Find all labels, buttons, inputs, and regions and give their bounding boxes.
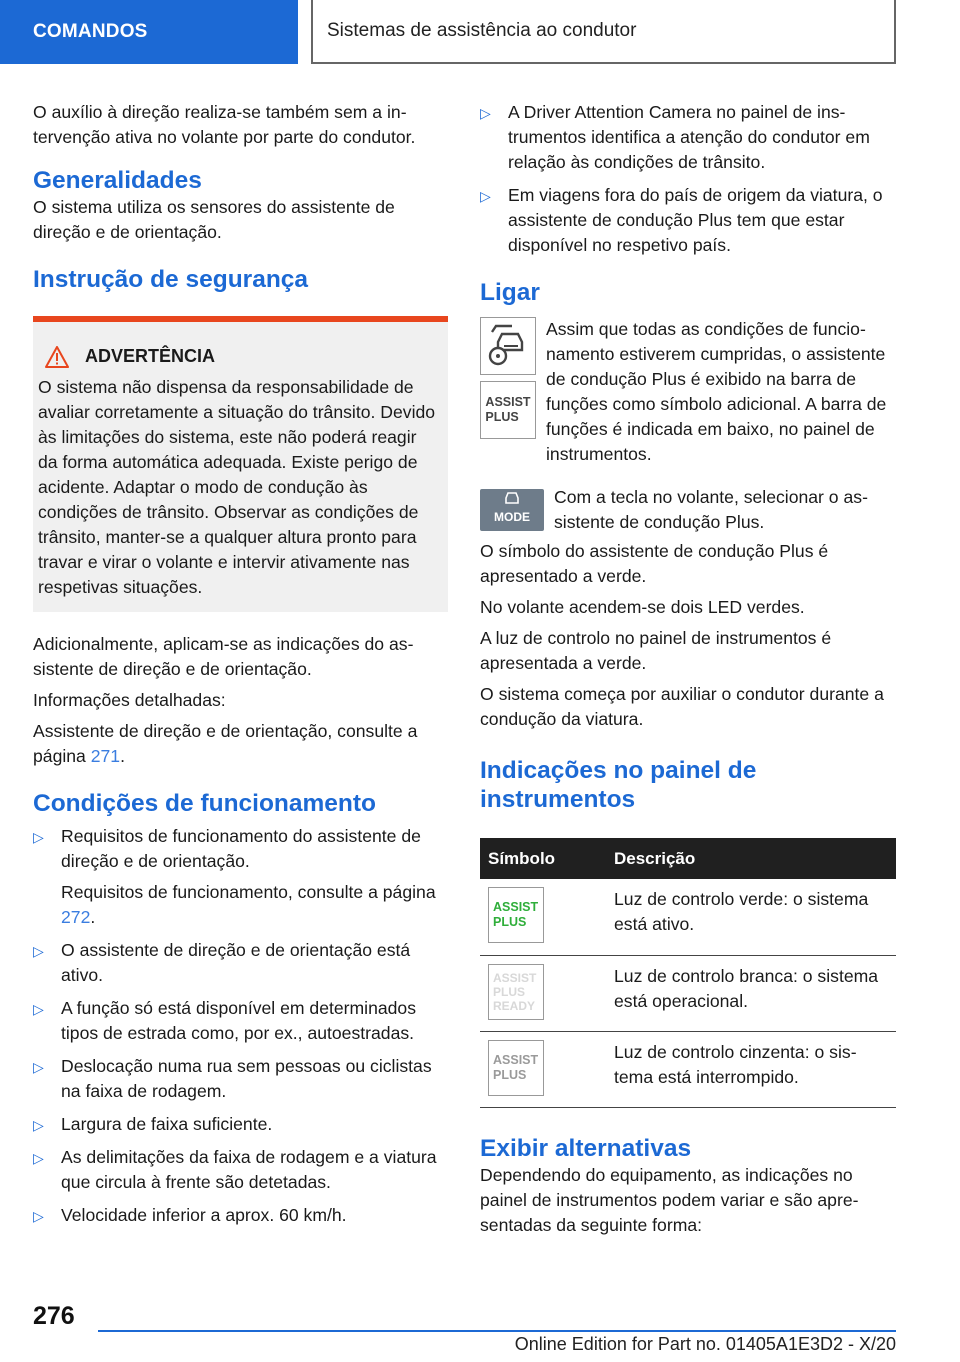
table-cell-description: Luz de controlo verde: o sistema está ativo. bbox=[606, 879, 896, 955]
warning-triangle-icon bbox=[45, 346, 69, 368]
assist-plus-icon bbox=[480, 381, 536, 439]
indicacoes-heading: Indicações no painel de instrumentos bbox=[480, 757, 757, 813]
footer-divider bbox=[98, 1330, 896, 1332]
triangle-bullet-icon: ▷ bbox=[33, 943, 44, 959]
right-column bbox=[480, 100, 896, 1244]
page-number: 276 bbox=[33, 1302, 75, 1330]
assist-label: ASSIST bbox=[485, 395, 531, 409]
intro-paragraph: O auxílio à direção realiza-se também sem a intervenção ativa no volante por parte do condutor. bbox=[33, 102, 416, 147]
mode-button-icon bbox=[480, 489, 544, 531]
assist-plus-grey-icon: ASSIST PLUS bbox=[488, 1040, 544, 1096]
mode-paragraph: Com a tecla no volante, selecionar o assistente de condução Plus. bbox=[554, 487, 868, 532]
paragraph-4: O sistema começa por auxiliar o condutor durante a condução da viatura. bbox=[480, 684, 884, 729]
mode-section bbox=[480, 485, 896, 535]
plus-label: PLUS bbox=[485, 410, 519, 424]
list-item-text: A Driver Attention Camera no painel de instrumentos identifica a atenção do condutor em relação às condições de trânsito. bbox=[508, 102, 870, 172]
details-paragraph: Assistente de direção e de orientação, consulte a página 271. bbox=[33, 721, 418, 766]
symbols-table bbox=[480, 838, 896, 1108]
list-item-text: A função só está disponível em determinados tipos de estrada como, por ex., autoestradas. bbox=[61, 998, 417, 1043]
page-link-271[interactable]: 271 bbox=[90, 746, 121, 766]
triangle-bullet-icon: ▷ bbox=[480, 105, 491, 121]
ligar-heading: Ligar bbox=[480, 279, 540, 306]
list-item-text: As delimitações da faixa de rodagem e a viatura que circula à frente são detetadas. bbox=[61, 1147, 437, 1192]
chapter-title: Sistemas de assistência ao condutor bbox=[311, 0, 896, 64]
triangle-bullet-icon: ▷ bbox=[33, 1208, 44, 1224]
warning-box bbox=[33, 316, 448, 612]
list-item bbox=[33, 1145, 448, 1195]
list-item-text: Largura de faixa suficiente. bbox=[61, 1114, 273, 1134]
list-item-text: O assistente de direção e de orientação está ativo. bbox=[61, 940, 411, 985]
section-tab: COMANDOS bbox=[0, 0, 298, 64]
triangle-bullet-icon: ▷ bbox=[480, 188, 491, 204]
list-item-text: Em viagens fora do país de origem da viatura, o assistente de condução Plus tem que estar disponível no respetivo país. bbox=[508, 185, 883, 255]
additional-paragraph: Adicionalmente, aplicam-se as indicações do assistente de direção e de orientação. bbox=[33, 634, 414, 679]
left-column bbox=[33, 100, 448, 1236]
steering-assist-icon bbox=[480, 317, 536, 375]
exibir-heading: Exibir alternativas bbox=[480, 1134, 692, 1162]
ligar-section bbox=[480, 317, 896, 467]
conditions-list bbox=[33, 824, 448, 1228]
triangle-bullet-icon: ▷ bbox=[33, 1059, 44, 1075]
warning-title: ADVERTÊNCIA bbox=[85, 346, 216, 366]
table-cell-description: Luz de controlo cinzenta: o sistema está interrompido. bbox=[606, 1031, 896, 1107]
list-item bbox=[480, 183, 896, 258]
list-item bbox=[33, 996, 448, 1046]
table-row bbox=[480, 879, 896, 955]
paragraph-2: No volante acendem-se dois LED verdes. bbox=[480, 597, 805, 617]
triangle-bullet-icon: ▷ bbox=[33, 1150, 44, 1166]
table-row bbox=[480, 955, 896, 1031]
generalidades-paragraph: O sistema utiliza os sensores do assistente de direção e de orientação. bbox=[33, 197, 395, 242]
generalidades-heading: Generalidades bbox=[33, 167, 202, 194]
assist-plus-ready-icon: ASSIST PLUS READY bbox=[488, 964, 544, 1020]
page-link-272[interactable]: 272 bbox=[61, 907, 91, 927]
sub-text: Requisitos de funcionamento, consulte a página bbox=[61, 882, 436, 902]
warning-text: O sistema não dispensa da responsabilidade de avaliar corretamente a situação do trânsito. Devido às limitações do sistema, este não poderá reagir da forma automática adequada. Existe perigo de acidente. Adaptar o modo de condução às condições de trânsito. Observar as condições de trânsito, manter-se a qualquer altura pronto para travar e virar o volante e intervir ativamente nas respetivas situações. bbox=[38, 377, 436, 597]
requirements-list bbox=[480, 100, 896, 258]
list-item bbox=[480, 100, 896, 175]
column-header-symbol: Símbolo bbox=[480, 838, 606, 879]
list-item-text: Velocidade inferior a aprox. 60 km/h. bbox=[61, 1205, 347, 1225]
column-header-description: Descrição bbox=[606, 838, 896, 879]
safety-heading: Instrução de segurança bbox=[33, 266, 309, 293]
car-icon bbox=[503, 491, 521, 505]
warning-header bbox=[45, 344, 436, 369]
list-item bbox=[33, 1203, 448, 1228]
paragraph-3: A luz de controlo no painel de instrumentos é apresentada a verde. bbox=[480, 628, 832, 673]
paragraph-1: O símbolo do assistente de condução Plus é apresentado a verde. bbox=[480, 541, 829, 586]
list-item bbox=[33, 1054, 448, 1104]
list-item bbox=[33, 938, 448, 988]
mode-label: MODE bbox=[494, 509, 530, 524]
triangle-bullet-icon: ▷ bbox=[33, 829, 44, 845]
list-item bbox=[33, 824, 448, 930]
exibir-paragraph: Dependendo do equipamento, as indicações no painel de instrumentos podem variar e são apresentadas da seguinte forma: bbox=[480, 1164, 859, 1235]
details-label: Informações detalhadas: bbox=[33, 690, 226, 710]
conditions-heading: Condições de funcionamento bbox=[33, 790, 377, 817]
details-text: Assistente de direção e de orientação, consulte a página bbox=[33, 721, 418, 766]
assist-plus-green-icon: ASSIST PLUS bbox=[488, 887, 544, 943]
list-item-text: Requisitos de funcionamento do assistente de direção e de orientação. bbox=[61, 826, 421, 871]
ligar-paragraph: Assim que todas as condições de funcionamento estiverem cumpridas, o assistente de condução Plus é exibido na barra de funções como símbolo adicional. A barra de funções é indicada em baixo, no painel de instrumentos. bbox=[546, 319, 887, 464]
footer-edition: Online Edition for Part no. 01405A1E3D2 - X/20 bbox=[514, 1334, 896, 1354]
table-row bbox=[480, 1031, 896, 1107]
ligar-icons bbox=[480, 317, 536, 467]
table-cell-description: Luz de controlo branca: o sistema está operacional. bbox=[606, 955, 896, 1031]
triangle-bullet-icon: ▷ bbox=[33, 1001, 44, 1017]
list-item bbox=[33, 1112, 448, 1137]
triangle-bullet-icon: ▷ bbox=[33, 1117, 44, 1133]
car-steering-icon bbox=[484, 322, 532, 370]
list-item-text: Deslocação numa rua sem pessoas ou ciclistas na faixa de rodagem. bbox=[61, 1056, 432, 1101]
list-item-subtext: Requisitos de funcionamento, consulte a página 272. bbox=[61, 882, 436, 927]
